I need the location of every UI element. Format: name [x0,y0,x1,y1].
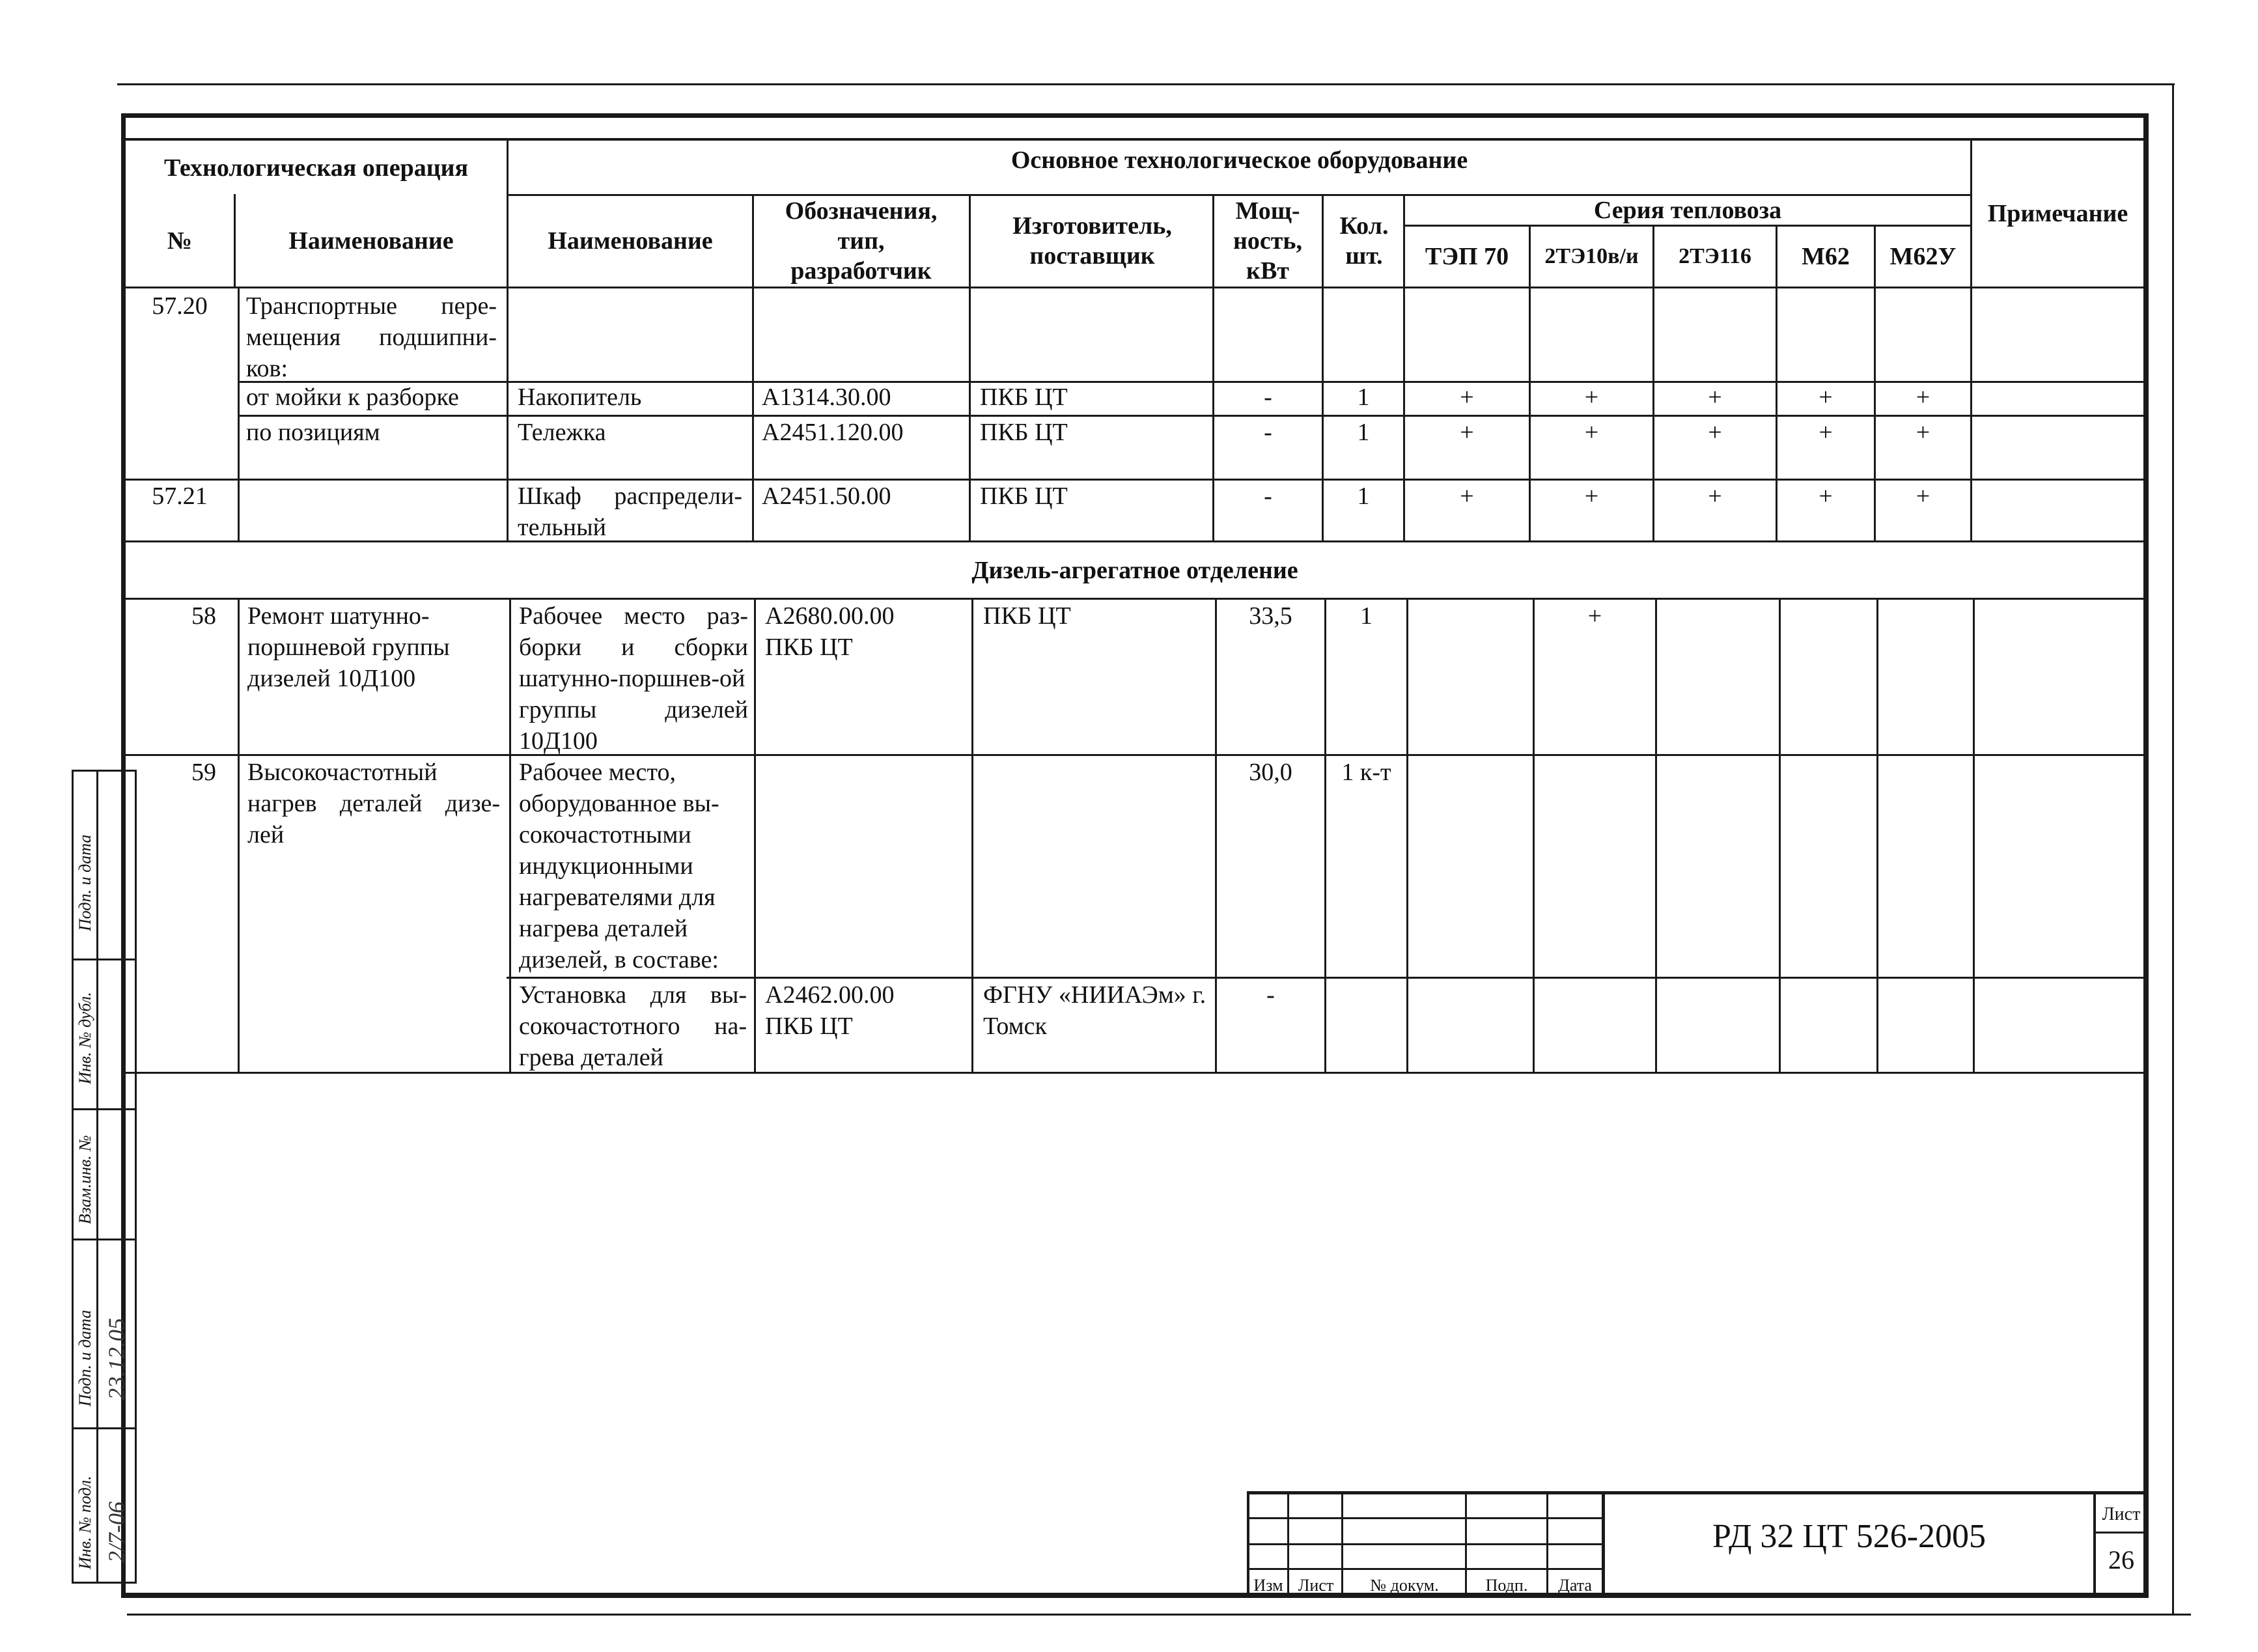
header-series-2te10: 2ТЭ10в/и [1544,244,1639,268]
sheet-label: Лист [2102,1504,2141,1524]
frame-right [2143,113,2149,1598]
row-58-qty: 1 [1360,602,1373,630]
header-series-2te116: 2ТЭ116 [1679,244,1751,268]
header-col-manufacturer: Изготовитель, поставщик [1012,212,1172,270]
row-57-21-eq: Шкаф распредели-тельный [518,483,742,541]
grid-line [1324,598,1326,1073]
header-col-power: Мощ-ность, кВт [1233,197,1303,285]
row-57-20b-2te10: + [1584,419,1599,446]
row-58-des: А2680.00.00 ПКБ ЦТ [765,602,895,661]
stamp-label-doc-no: № докум. [1370,1576,1439,1595]
row-57-21-mfr: ПКБ ЦТ [980,483,1068,510]
row-58-mfr: ПКБ ЦТ [983,602,1071,630]
header-main-equipment: Основное технологическое оборудование [1011,147,1468,174]
row-57-20a-eq: Накопитель [518,384,642,411]
row-59a-mfr: ФГНУ «НИИАЭм» г. Томск [983,981,1206,1040]
row-57-20b-qty: 1 [1357,419,1370,446]
row-57-21-m62u: + [1916,483,1930,510]
document-code: РД 32 ЦТ 526-2005 [1712,1518,1986,1555]
grid-line [126,287,2144,288]
row-58-2te10: + [1587,602,1602,630]
row-57-20a-2te116: + [1708,384,1722,411]
header-col-note: Примечание [1987,200,2128,227]
row-57-21-pow: - [1264,483,1272,510]
grid-line [971,598,973,1073]
header-series-tep70: ТЭП 70 [1425,243,1509,270]
grid-line [126,754,2144,756]
grid-line [754,598,756,1073]
row-57-20a-m62u: + [1916,384,1930,411]
row-58-eq: Рабочее место раз-борки и сборки шатунно-поршнев-ой группы дизелей 10Д100 [519,602,748,755]
grid-line [1876,598,1878,1073]
row-58-no: 58 [191,602,216,630]
row-57-21-tep70: + [1460,483,1474,510]
outer-right-rule [2172,85,2174,1615]
row-57-20a-qty: 1 [1357,384,1370,411]
side-label-replace-inv: Взам.инв. № [76,1135,94,1224]
header-col-op-name: Наименование [288,227,454,255]
grid-line [1973,598,1975,1073]
row-59-pow: 30,0 [1249,759,1292,786]
row-57-20b-op: по позициям [246,419,380,446]
row-57-20b-m62: + [1819,419,1833,446]
stamp-label-izm: Изм [1253,1576,1283,1595]
row-57-21-2te10: + [1584,483,1599,510]
row-57-20b-m62u: + [1916,419,1930,446]
row-57-21-2te116: + [1708,483,1722,510]
row-59-op: Высокочастотный нагрев деталей дизе-лей [247,759,500,848]
header-tech-operation: Технологическая операция [163,154,469,182]
row-59-qty: 1 к-т [1341,759,1391,786]
row-57-20b-2te116: + [1708,419,1722,446]
row-57-21-m62: + [1819,483,1833,510]
row-57-21-no: 57.21 [152,483,208,510]
sheet-number: 26 [2108,1545,2134,1575]
stamp-label-date: Дата [1558,1576,1592,1595]
row-57-20a-tep70: + [1460,384,1474,411]
grid-line [752,194,754,542]
row-57-20a-des: А1314.30.00 [762,384,891,411]
stamp-label-list: Лист [1298,1576,1334,1595]
side-label-orig-inv: Инв. № подл. [76,1476,94,1569]
row-57-20-op: Транспортные пере-мещения подшипни-ков: [246,292,497,382]
header-col-qty: Кол. шт. [1339,212,1389,270]
side-label-dup-inv: Инв. № дубл. [76,992,94,1084]
row-57-20b-des: А2451.120.00 [762,419,904,446]
row-57-20-no: 57.20 [152,292,208,320]
frame-top [121,113,2149,118]
header-series-m62u: М62У [1889,243,1957,270]
row-57-21-qty: 1 [1357,483,1370,510]
grid-line [238,287,240,542]
side-label-sign-date-2: Подп. и дата [76,1309,94,1407]
row-59-eq: Рабочее место, оборудованное вы-сокочастотными индукционными нагревателями для нагрева деталей дизелей, в составе: [519,759,719,973]
stamp-label-sign: Подп. [1485,1576,1528,1595]
grid-line [1406,598,1408,1073]
row-59a-des: А2462.00.00 ПКБ ЦТ [765,981,895,1040]
row-59a-pow: - [1266,981,1275,1009]
header-col-eq-name: Наименование [548,227,713,255]
row-58-op: Ремонт шатунно-поршневой группы дизелей 10Д100 [247,602,450,692]
grid-line [1779,598,1781,1073]
grid-line [1533,598,1535,1073]
grid-line [969,194,971,542]
header-series-m62: М62 [1802,243,1850,270]
row-57-21-des: А2451.50.00 [762,483,891,510]
row-57-20b-eq: Тележка [518,419,606,446]
grid-line [1655,598,1657,1073]
row-57-20a-pow: - [1264,384,1272,411]
row-59-no: 59 [191,759,216,786]
row-59a-eq: Установка для вы-сокочастотного на-грева деталей [519,981,747,1071]
row-57-20b-pow: - [1264,419,1272,446]
side-label-sign-date-1: Подп. и дата [76,834,94,931]
row-57-20a-m62: + [1819,384,1833,411]
row-57-20a-2te10: + [1584,384,1599,411]
row-57-20b-tep70: + [1460,419,1474,446]
grid-line [126,1072,2144,1074]
header-series-group: Серия тепловоза [1593,197,1782,224]
header-col-designation: Обозначения, тип, разработчик [785,197,938,285]
header-col-no: № [167,227,193,255]
row-57-20b-mfr: ПКБ ЦТ [980,419,1068,446]
bottom-rule [127,1614,2191,1616]
grid-line [509,598,511,1073]
side-handwriting-date: 23.12.05 [104,1318,130,1400]
side-handwriting-inv: 2/7-06 [104,1502,130,1563]
section-title: Дизель-агрегатное отделение [971,556,1298,584]
row-58-pow: 33,5 [1249,602,1292,630]
top-rule [117,83,2175,85]
grid-line [238,598,240,1073]
row-57-20a-op: от мойки к разборке [246,384,459,411]
grid-line [126,598,2144,600]
row-57-20a-mfr: ПКБ ЦТ [980,384,1068,411]
